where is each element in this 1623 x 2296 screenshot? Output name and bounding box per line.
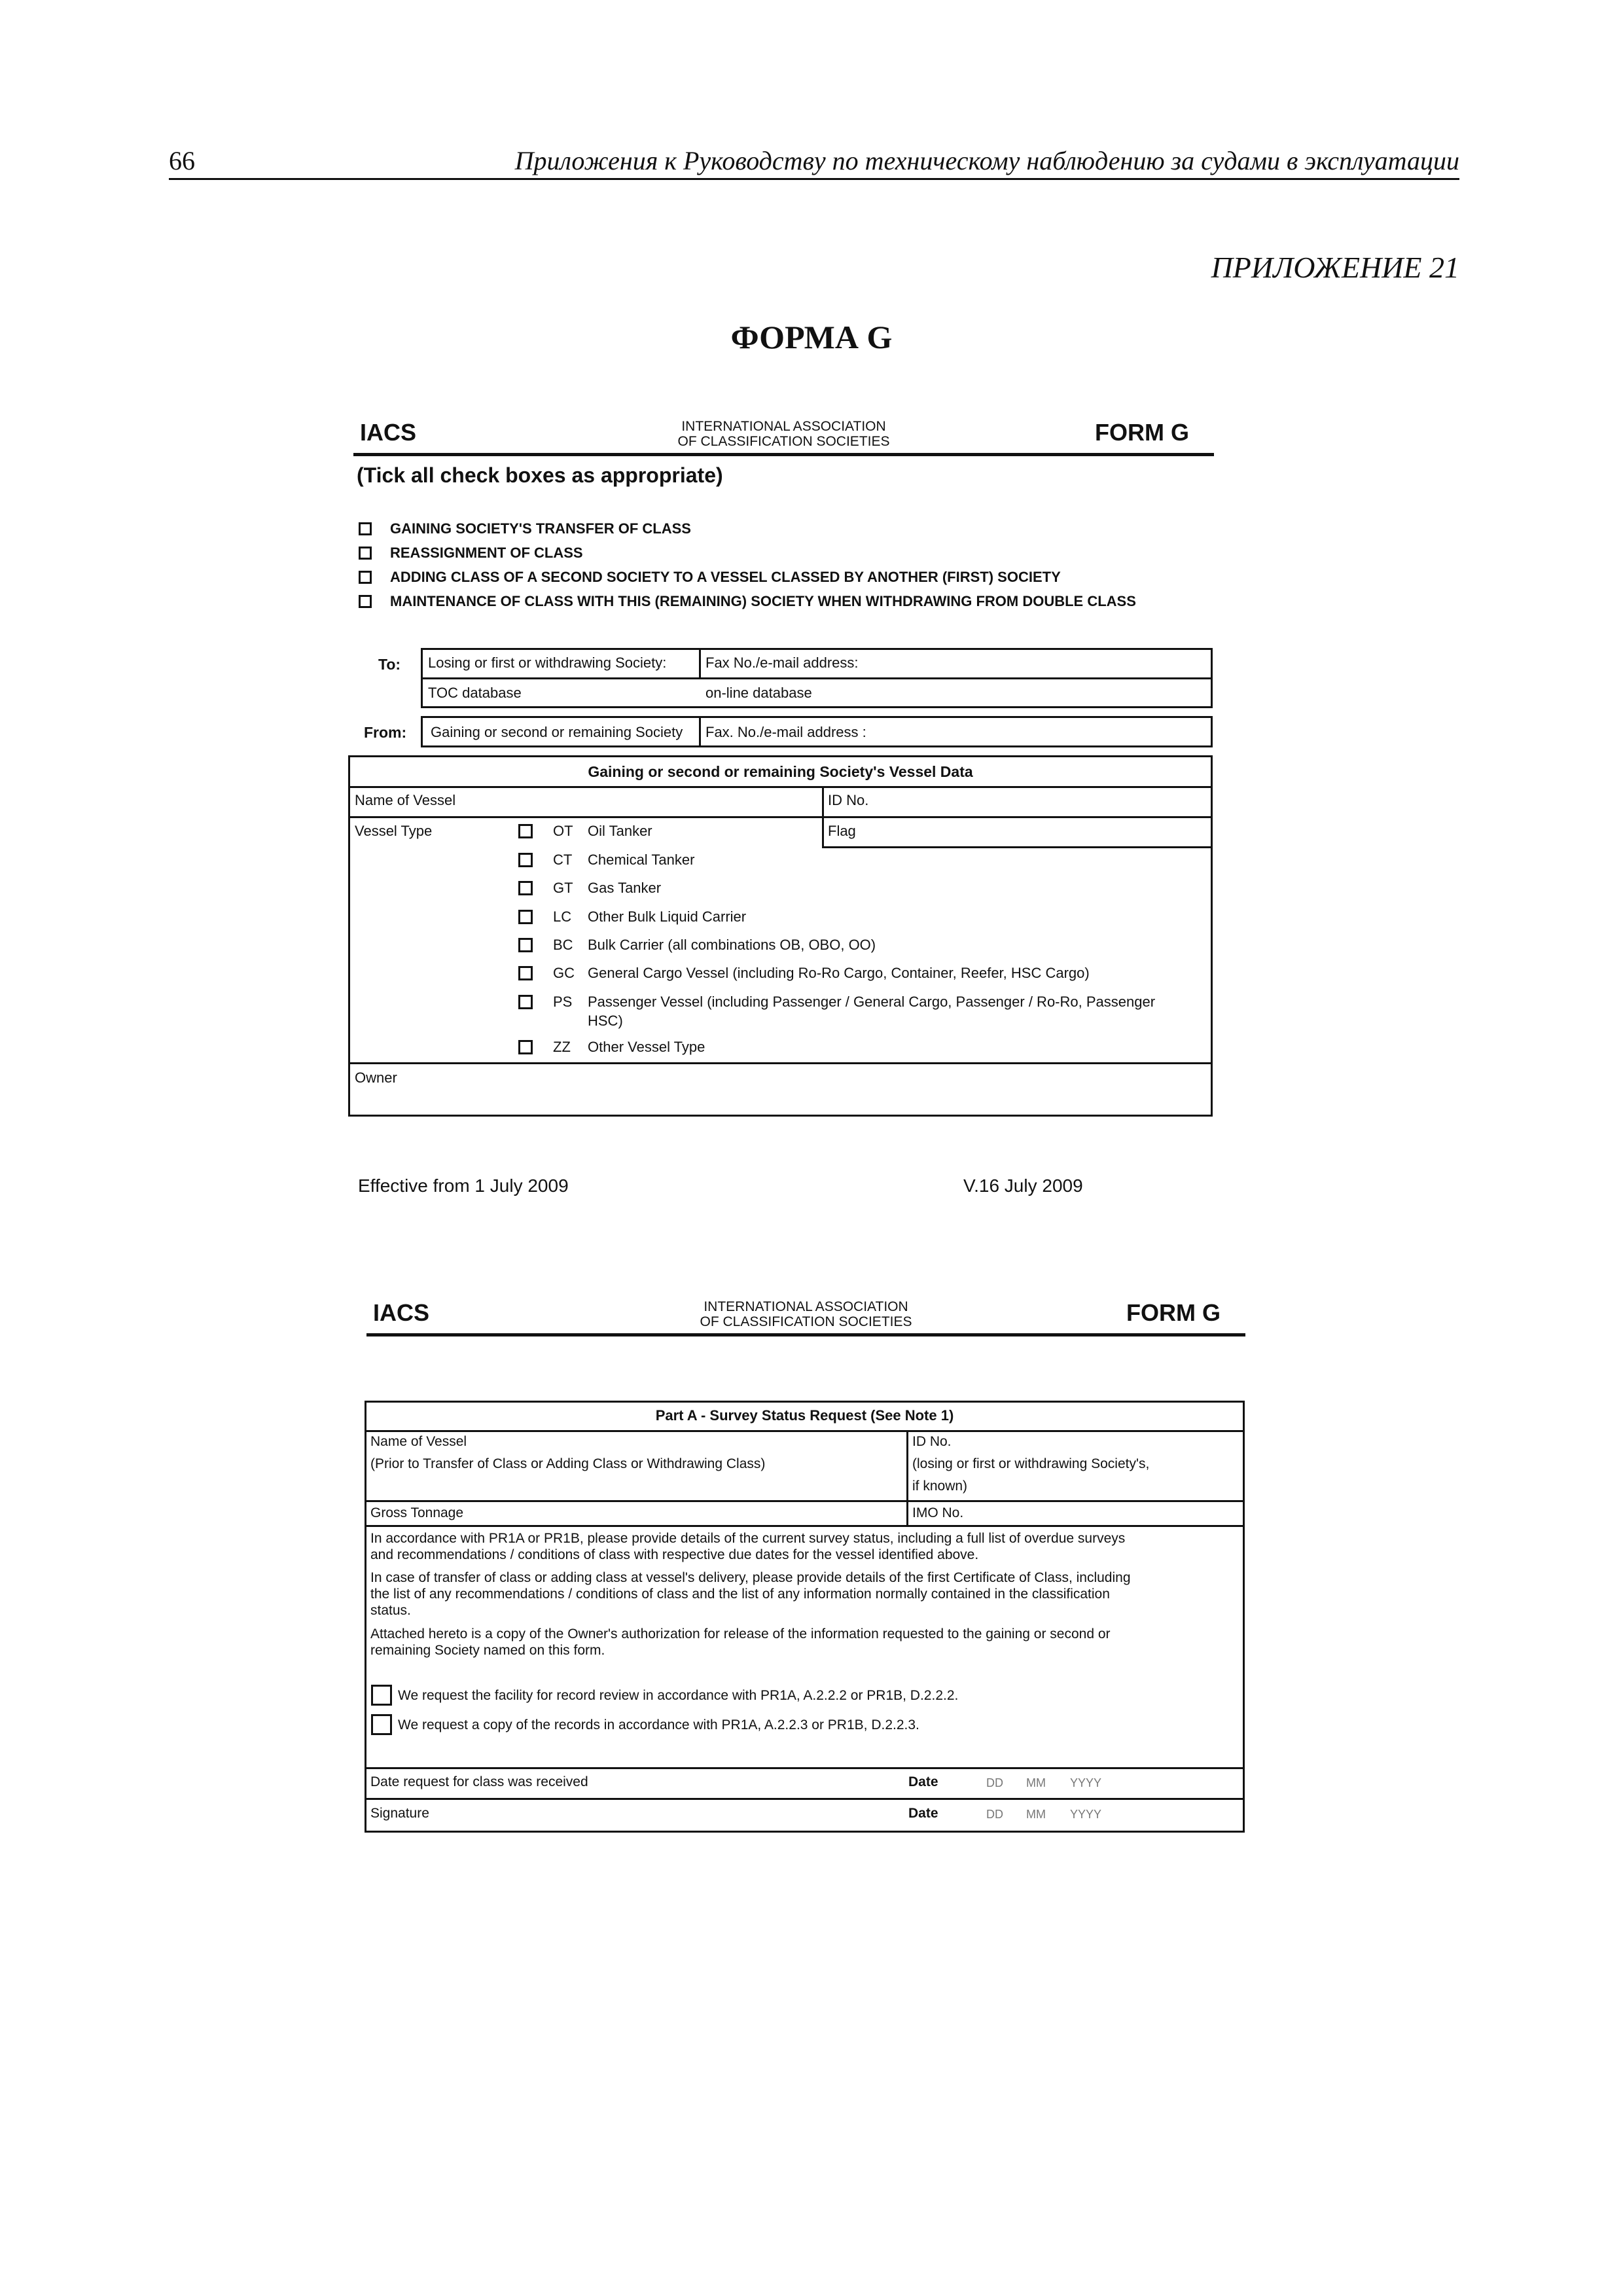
form-code: FORM G: [1095, 419, 1189, 446]
part-a-vessel-name-note: (Prior to Transfer of Class or Adding Class or Withdrawing Class): [370, 1456, 766, 1471]
id-no-field[interactable]: ID No.: [828, 792, 869, 808]
divider: [365, 1767, 1245, 1769]
iacs-header: [366, 1293, 1245, 1336]
appendix-label: ПРИЛОЖЕНИЕ 21: [1211, 251, 1459, 284]
checkbox-lc[interactable]: [518, 910, 533, 924]
divider: [365, 1430, 1245, 1432]
toc-database-field[interactable]: TOC database: [428, 685, 522, 701]
option-label: REASSIGNMENT OF CLASS: [390, 545, 583, 561]
records-copy-checkbox[interactable]: [371, 1714, 392, 1735]
record-review-label: We request the facility for record review in accordance with PR1A, A.2.2.2 or PR1B, D.2.2.2.: [398, 1688, 959, 1703]
paragraph-2-line-1: In case of transfer of class or adding class at vessel's delivery, please provide details of the first Certificate of Class, including: [370, 1570, 1131, 1585]
option-label: GAINING SOCIETY'S TRANSFER OF CLASS: [390, 520, 691, 537]
part-a-id-field[interactable]: ID No.: [912, 1434, 952, 1449]
type-name: Other Vessel Type: [588, 1039, 705, 1055]
iacs-association-line1: INTERNATIONAL ASSOCIATION: [681, 419, 886, 434]
divider: [421, 677, 1213, 679]
checkbox[interactable]: [359, 547, 372, 560]
gaining-society-field[interactable]: Gaining or second or remaining Society: [431, 724, 683, 740]
type-code: CT: [553, 852, 573, 868]
checkbox[interactable]: [359, 571, 372, 584]
checkbox-zz[interactable]: [518, 1040, 533, 1054]
signature-date-month-field[interactable]: MM: [1026, 1808, 1046, 1821]
paragraph-2-line-3: status.: [370, 1603, 411, 1618]
date-day-field[interactable]: DD: [986, 1776, 1003, 1789]
header-rule: [169, 178, 1459, 180]
owner-field[interactable]: Owner: [355, 1069, 397, 1086]
type-code: OT: [553, 823, 573, 839]
date-received-label: Date request for class was received: [370, 1774, 588, 1789]
type-code: ZZ: [553, 1039, 571, 1055]
imo-field[interactable]: IMO No.: [912, 1505, 964, 1520]
paragraph-3-line-1: Attached hereto is a copy of the Owner's authorization for release of the information requested to the gaining or second or: [370, 1626, 1111, 1641]
type-name: General Cargo Vessel (including Ro-Ro Cargo, Container, Reefer, HSC Cargo): [588, 965, 1090, 981]
page-number: 66: [169, 146, 195, 175]
part-a-id-note-2: if known): [912, 1479, 968, 1494]
iacs-association-line2: OF CLASSIFICATION SOCIETIES: [700, 1314, 912, 1329]
divider: [822, 846, 1213, 848]
iacs-association-line2: OF CLASSIFICATION SOCIETIES: [677, 434, 890, 449]
iacs-association-line1: INTERNATIONAL ASSOCIATION: [704, 1299, 908, 1314]
signature-date-year-field[interactable]: YYYY: [1070, 1808, 1102, 1821]
iacs-label: IACS: [373, 1299, 430, 1326]
date-year-field[interactable]: YYYY: [1070, 1776, 1102, 1789]
type-name: Gas Tanker: [588, 880, 662, 896]
option-label: MAINTENANCE OF CLASS WITH THIS (REMAINING) SOCIETY WHEN WITHDRAWING FROM DOUBLE CLASS: [390, 593, 1136, 609]
checkbox-ot[interactable]: [518, 824, 533, 838]
part-a-id-note: (losing or first or withdrawing Society's,: [912, 1456, 1150, 1471]
part-a-title: Part A - Survey Status Request (See Note 1): [655, 1407, 954, 1424]
fax-email-from-field[interactable]: Fax. No./e-mail address :: [705, 724, 866, 740]
iacs-association-name: [353, 419, 1214, 449]
to-label: To:: [378, 656, 401, 673]
form-title: ФОРМА G: [730, 319, 893, 355]
online-database-field[interactable]: on-line database: [705, 685, 812, 701]
checkbox-gt[interactable]: [518, 881, 533, 895]
type-name: Passenger Vessel (including Passenger / General Cargo, Passenger / Ro-Ro, Passenger: [588, 994, 1156, 1010]
losing-society-field[interactable]: Losing or first or withdrawing Society:: [428, 655, 667, 671]
type-name: Chemical Tanker: [588, 852, 695, 868]
type-name: Bulk Carrier (all combinations OB, OBO, OO): [588, 937, 876, 953]
running-title: Приложения к Руководству по техническому наблюдению за судами в эксплуатации: [514, 146, 1459, 175]
option-maintenance[interactable]: [359, 592, 1136, 611]
version: V.16 July 2009: [963, 1175, 1083, 1196]
signature-field[interactable]: Signature: [370, 1806, 429, 1821]
fax-email-field[interactable]: Fax No./e-mail address:: [705, 655, 859, 671]
divider: [906, 1430, 908, 1525]
type-name-continued: HSC): [588, 1013, 623, 1029]
records-copy-label: We request a copy of the records in accordance with PR1A, A.2.2.3 or PR1B, D.2.2.3.: [398, 1717, 919, 1732]
paragraph-3-line-2: remaining Society named on this form.: [370, 1643, 605, 1658]
record-review-checkbox[interactable]: [371, 1685, 392, 1706]
checkbox[interactable]: [359, 522, 372, 535]
paragraph-1-line-1: In accordance with PR1A or PR1B, please provide details of the current survey status, including a full list of overdue surveys: [370, 1531, 1126, 1546]
type-code: PS: [553, 994, 573, 1010]
part-a-vessel-name-field[interactable]: Name of Vessel: [370, 1434, 467, 1449]
date-label: Date: [908, 1774, 938, 1789]
vessel-name-field[interactable]: Name of Vessel: [355, 792, 456, 808]
option-label: ADDING CLASS OF A SECOND SOCIETY TO A VESSEL CLASSED BY ANOTHER (FIRST) SOCIETY: [390, 569, 1061, 585]
date-month-field[interactable]: MM: [1026, 1776, 1046, 1789]
divider: [348, 786, 1213, 788]
instruction-text: (Tick all check boxes as appropriate): [357, 463, 723, 487]
vessel-data-title: Gaining or second or remaining Society's Vessel Data: [588, 763, 973, 780]
type-code: GC: [553, 965, 575, 981]
vessel-type-label: Vessel Type: [355, 823, 433, 839]
checkbox-bc[interactable]: [518, 938, 533, 952]
iacs-label: IACS: [360, 419, 417, 446]
option-transfer-of-class[interactable]: [359, 519, 691, 539]
divider: [348, 816, 1213, 818]
iacs-association-name: [366, 1299, 1245, 1329]
divider: [365, 1525, 1245, 1527]
date-label: Date: [908, 1806, 938, 1821]
from-label: From:: [364, 724, 407, 741]
checkbox-ct[interactable]: [518, 853, 533, 867]
divider: [348, 1062, 1213, 1064]
checkbox-gc[interactable]: [518, 966, 533, 980]
divider: [365, 1500, 1245, 1502]
effective-date: Effective from 1 July 2009: [358, 1175, 569, 1196]
paragraph-2-line-2: the list of any recommendations / conditions of class and the list of any information normally contained in the classification: [370, 1587, 1110, 1602]
form-code: FORM G: [1126, 1299, 1221, 1326]
type-code: GT: [553, 880, 573, 896]
gross-tonnage-field[interactable]: Gross Tonnage: [370, 1505, 464, 1520]
iacs-header: [353, 412, 1214, 456]
type-code: LC: [553, 908, 572, 925]
flag-field[interactable]: Flag: [828, 823, 856, 839]
type-name: Oil Tanker: [588, 823, 652, 839]
paragraph-1-line-2: and recommendations / conditions of class with respective due dates for the vessel identified above.: [370, 1547, 979, 1562]
type-code: BC: [553, 937, 573, 953]
divider: [699, 648, 701, 678]
option-adding-class[interactable]: [359, 567, 1061, 587]
divider: [365, 1798, 1245, 1800]
checkbox[interactable]: [359, 595, 372, 608]
option-reassignment[interactable]: [359, 543, 583, 563]
divider: [699, 716, 701, 747]
type-name: Other Bulk Liquid Carrier: [588, 908, 747, 925]
checkbox-ps[interactable]: [518, 995, 533, 1009]
signature-date-day-field[interactable]: DD: [986, 1808, 1003, 1821]
